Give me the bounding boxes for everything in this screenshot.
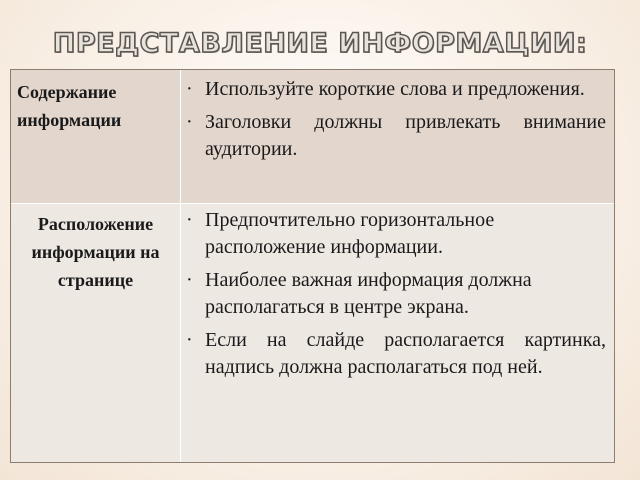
bullet-icon: · [186, 111, 193, 133]
list-item [186, 109, 606, 163]
row-header-cell [11, 70, 181, 204]
row-header-cell [11, 204, 181, 463]
list-item-text: Наиболее важная информация должна располагаться в центре экрана. [205, 269, 532, 318]
list-item [186, 76, 606, 103]
bullet-list [181, 204, 614, 381]
info-table [10, 69, 615, 463]
bullet-icon: · [186, 329, 193, 351]
row-content-cell [181, 204, 615, 463]
list-item [186, 267, 606, 321]
list-item-text: Предпочтительно горизонтальное расположение информации. [205, 209, 495, 258]
row-header-content: Содержание информации [17, 82, 122, 130]
table-row [11, 204, 614, 463]
list-item [186, 207, 606, 261]
list-item [186, 327, 606, 381]
row-header-placement: Расположение информации на странице [31, 214, 160, 290]
list-item-text: Если на слайде располагается картинка, надпись должна располагаться под ней. [205, 329, 606, 378]
bullet-icon: · [186, 78, 193, 100]
row-content-cell [181, 70, 615, 204]
bullet-icon: · [186, 269, 193, 291]
slide-title: ПРЕДСТАВЛЕНИЕ ИНФОРМАЦИИ: [52, 28, 588, 59]
bullet-list [181, 70, 614, 163]
list-item-text: Используйте короткие слова и предложения. [205, 78, 585, 100]
table-row [11, 70, 614, 204]
list-item-text: Заголовки должны привлекать внимание аудитории. [205, 111, 606, 160]
bullet-icon: · [186, 209, 193, 231]
